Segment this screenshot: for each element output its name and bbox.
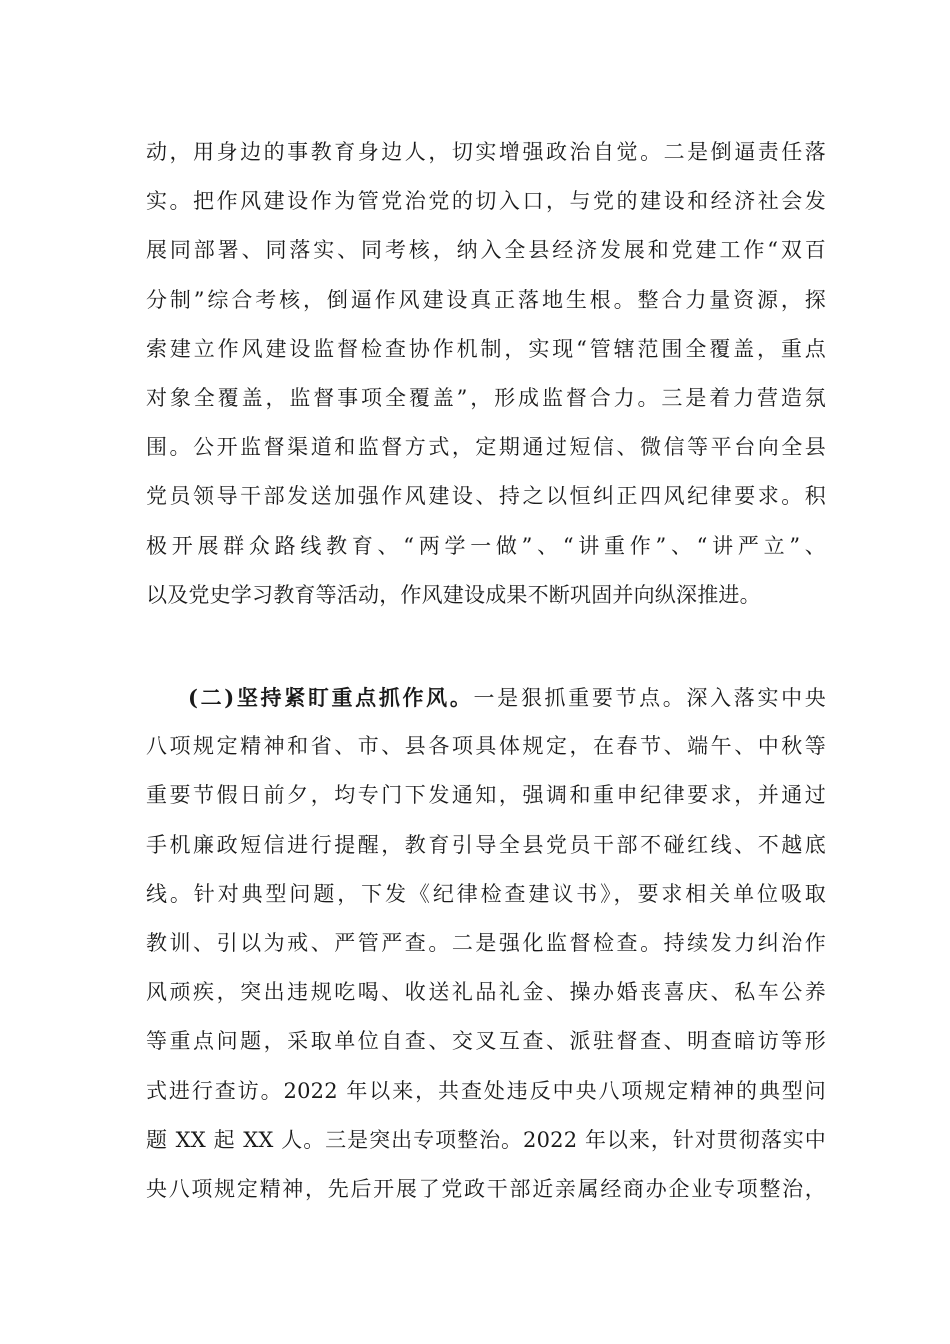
- text-line: 以及党史学习教育等活动，作风建设成果不断巩固并向纵深推进。: [146, 582, 761, 607]
- text-line: 式进行查访。2022 年以来，共查处违反中央八项规定精神的典型问: [146, 1078, 826, 1103]
- text-line: 分制”综合考核，倒逼作风建设真正落地生根。整合力量资源，探: [146, 287, 826, 312]
- text-line: 线。针对典型问题，下发《纪律检查建议书》，要求相关单位吸取: [146, 881, 826, 906]
- paragraph-continuation: [146, 128, 826, 620]
- text-line: 八项规定精神和省、市、县各项具体规定，在春节、端午、中秋等: [146, 734, 826, 759]
- paragraph-section-two: [146, 673, 826, 1214]
- paragraph-first-line: [146, 673, 826, 722]
- text-line: 题 XX 起 XX 人。三是突出专项整治。2022 年以来，针对贯彻落实中: [146, 1127, 826, 1152]
- text-line: 索建立作风建设监督检查协作机制，实现“管辖范围全覆盖，重点: [146, 336, 826, 361]
- text-line: 手机廉政短信进行提醒，教育引导全县党员干部不碰红线、不越底: [146, 832, 826, 857]
- text-line: 动，用身边的事教育身边人，切实增强政治自觉。二是倒逼责任落: [146, 140, 826, 164]
- text-line: 实。把作风建设作为管党治党的切入口，与党的建设和经济社会发: [146, 189, 826, 214]
- text-line: 展同部署、同落实、同考核，纳入全县经济发展和党建工作“双百: [146, 238, 826, 263]
- text-line: 教训、引以为戒、严管严查。二是强化监督检查。持续发力纠治作: [146, 930, 826, 955]
- first-line-text: 一是狠抓重要节点。深入落实中央: [473, 686, 826, 710]
- text-line: 对象全覆盖，监督事项全覆盖”，形成监督合力。三是着力营造氛: [146, 385, 826, 410]
- text-line: 等重点问题，采取单位自查、交叉互查、派驻督查、明查暗访等形: [146, 1029, 826, 1054]
- text-line: 围。公开监督渠道和监督方式，定期通过短信、微信等平台向全县: [146, 435, 826, 460]
- text-line: 重要节假日前夕，均专门下发通知，强调和重申纪律要求，并通过: [146, 783, 826, 808]
- section-heading: (二)坚持紧盯重点抓作风。: [188, 685, 474, 710]
- text-line: 极开展群众路线教育、“两学一做”、“讲重作”、“讲严立”、: [146, 533, 826, 558]
- text-line: 党员领导干部发送加强作风建设、持之以恒纠正四风纪律要求。积: [146, 484, 826, 509]
- text-line: 风顽疾，突出违规吃喝、收送礼品礼金、操办婚丧喜庆、私车公养: [146, 980, 826, 1005]
- text-line: 央八项规定精神，先后开展了党政干部近亲属经商办企业专项整治，: [146, 1176, 826, 1201]
